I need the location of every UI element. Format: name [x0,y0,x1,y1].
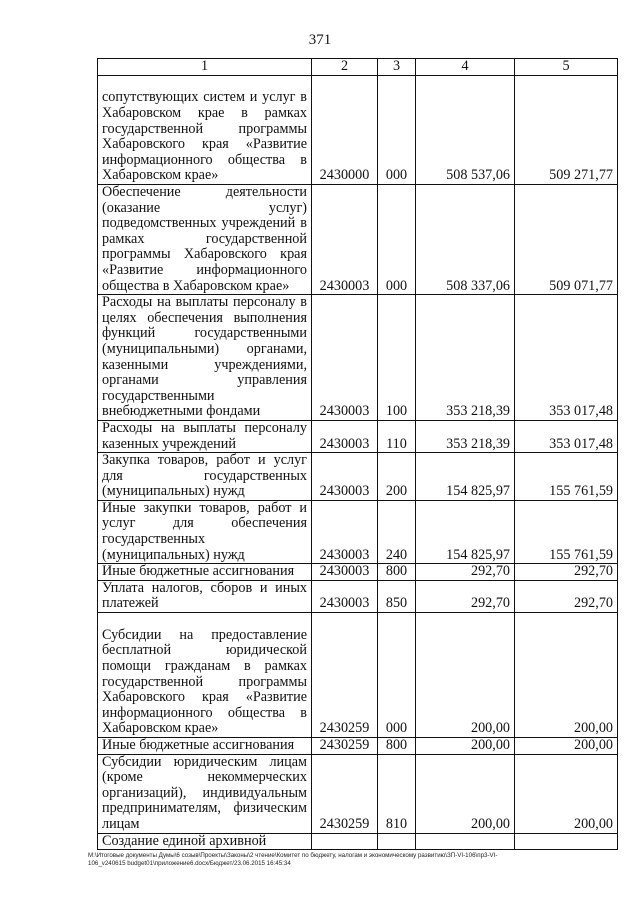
table-row [98,564,618,581]
column-header-expense-type: 3 [378,59,416,76]
column-header-year-2: 5 [515,59,618,76]
row-amount-year-1-cell: 508 537,06 [416,76,515,185]
row-expense-type-cell: 240 [378,500,416,563]
row-amount-year-1-cell: 154 825,97 [416,500,515,563]
row-amount-year-2-cell: 200,00 [515,738,618,755]
row-code-cell: 2430003 [312,420,378,452]
row-name-cell: Расходы на выплаты персоналу казенных учреждений [98,420,312,452]
row-code-cell: 2430003 [312,185,378,295]
row-name-cell: Создание единой архивной [98,833,312,850]
table-row [98,420,618,452]
row-code-cell: 2430003 [312,500,378,563]
row-code-cell: 2430003 [312,295,378,421]
table-row [98,754,618,833]
row-expense-type-cell: 110 [378,420,416,452]
file-path-footer [88,852,616,868]
row-amount-year-1-cell: 292,70 [416,580,515,612]
row-amount-year-1-cell: 353 218,39 [416,420,515,452]
page-number: 371 [308,32,332,48]
row-amount-year-1-cell: 200,00 [416,754,515,833]
row-expense-type-cell: 000 [378,185,416,295]
row-name-cell: Субсидии на предоставление бесплатной юридической помощи гражданам в рамках государственной программы Хабаровского края «Развитие информационного общества в Хабаровском крае» [98,613,312,738]
row-code-cell [312,833,378,850]
row-expense-type-cell: 000 [378,76,416,185]
table-body [98,76,618,850]
row-amount-year-2-cell [515,833,618,850]
row-amount-year-1-cell: 200,00 [416,613,515,738]
footer-line-2: 106_v240615 budget01\приложение6.docx/Бюджет/23.06.2015 16:45:34 [88,860,291,867]
row-name-cell: Уплата налогов, сборов и иных платежей [98,580,312,612]
row-code-cell: 2430003 [312,580,378,612]
row-expense-type-cell: 800 [378,738,416,755]
row-amount-year-2-cell: 509 071,77 [515,185,618,295]
row-expense-type-cell: 200 [378,453,416,501]
row-amount-year-2-cell: 155 761,59 [515,500,618,563]
row-amount-year-2-cell: 353 017,48 [515,420,618,452]
column-header-name: 1 [98,59,312,76]
table-row [98,580,618,612]
row-name-cell: Закупка товаров, работ и услуг для государственных (муниципальных) нужд [98,453,312,501]
table-row [98,738,618,755]
row-code-cell: 2430003 [312,453,378,501]
row-amount-year-1-cell: 154 825,97 [416,453,515,501]
table-row [98,295,618,421]
footer-line-1: М:\Итоговые документы Думы\6 созыв\Проекты\Законы\2 чтение\Комитет по бюджету, налогам и экономическому развитию\ЗП-VI-106\пр3-VI- [88,852,498,859]
row-name-cell: Субсидии юридическим лицам (кроме некоммерческих организаций), индивидуальным предпринимателям, физическим лицам [98,754,312,833]
row-name-cell: сопутствующих систем и услуг в Хабаровском крае в рамках государственной программы Хабаровского края «Развитие информационного общества в Хабаровском крае» [98,76,312,185]
table-row [98,613,618,738]
row-amount-year-1-cell [416,833,515,850]
row-expense-type-cell: 100 [378,295,416,421]
row-amount-year-2-cell: 353 017,48 [515,295,618,421]
row-amount-year-2-cell: 200,00 [515,613,618,738]
row-code-cell: 2430259 [312,754,378,833]
row-amount-year-2-cell: 292,70 [515,580,618,612]
row-code-cell: 2430259 [312,738,378,755]
row-name-cell: Иные бюджетные ассигнования [98,738,312,755]
row-code-cell: 2430259 [312,613,378,738]
table-row [98,453,618,501]
row-amount-year-2-cell: 200,00 [515,754,618,833]
row-code-cell: 2430000 [312,76,378,185]
budget-table [97,58,618,850]
table-row [98,76,618,185]
row-amount-year-2-cell: 509 271,77 [515,76,618,185]
row-expense-type-cell: 000 [378,613,416,738]
table-row [98,500,618,563]
row-expense-type-cell: 800 [378,564,416,581]
row-amount-year-2-cell: 155 761,59 [515,453,618,501]
row-name-cell: Обеспечение деятельности (оказание услуг) подведомственных учреждений в рамках государственной программы Хабаровского края «Развитие информационного общества в Хабаровском крае» [98,185,312,295]
row-code-cell: 2430003 [312,564,378,581]
column-header-code: 2 [312,59,378,76]
row-amount-year-1-cell: 353 218,39 [416,295,515,421]
table-header-row [98,59,618,76]
row-name-cell: Расходы на выплаты персоналу в целях обеспечения выполнения функций государственными (муниципальными) органами, казенными учреждениями, органами управления государственными внебюджетными фондами [98,295,312,421]
row-name-cell: Иные бюджетные ассигнования [98,564,312,581]
row-expense-type-cell: 850 [378,580,416,612]
row-expense-type-cell [378,833,416,850]
row-amount-year-1-cell: 292,70 [416,564,515,581]
row-expense-type-cell: 810 [378,754,416,833]
row-name-cell: Иные закупки товаров, работ и услуг для обеспечения государственных (муниципальных) нужд [98,500,312,563]
row-amount-year-2-cell: 292,70 [515,564,618,581]
column-header-year-1: 4 [416,59,515,76]
row-amount-year-1-cell: 200,00 [416,738,515,755]
table-row [98,833,618,850]
row-amount-year-1-cell: 508 337,06 [416,185,515,295]
table-row [98,185,618,295]
